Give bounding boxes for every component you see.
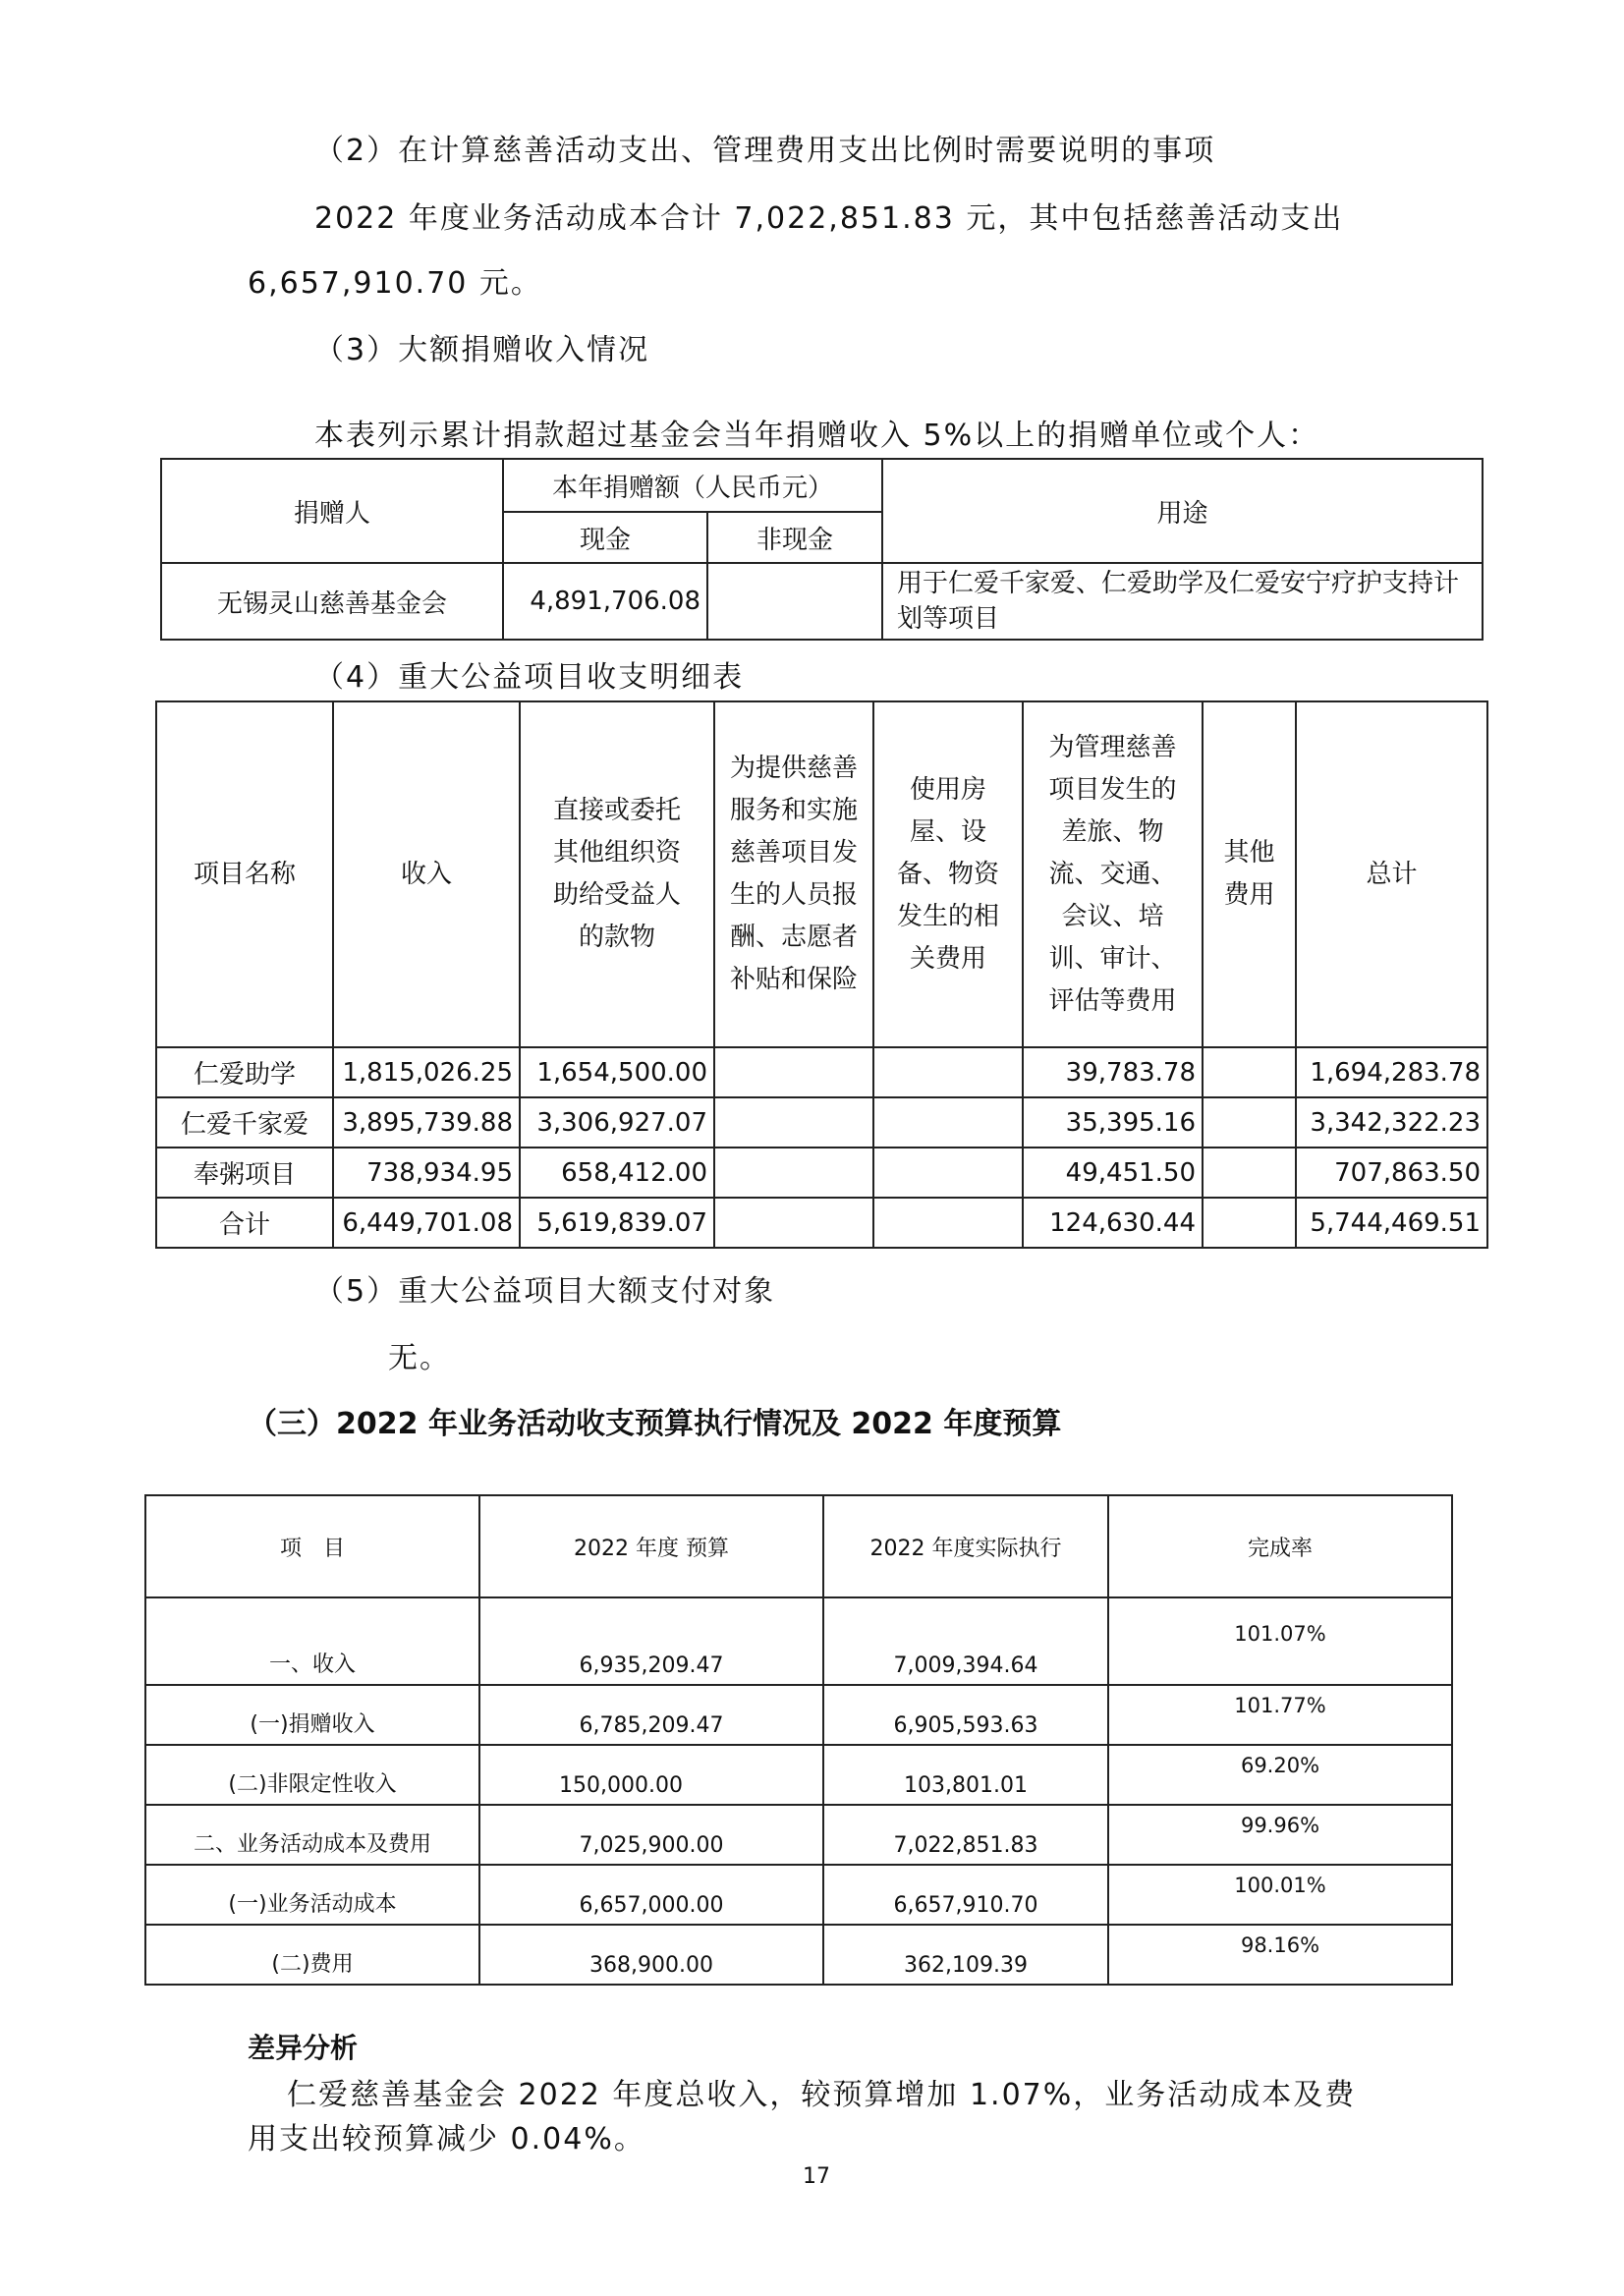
header-actual: 2022 年度实际执行 — [823, 1495, 1108, 1597]
table-row — [156, 1148, 1487, 1198]
section-2-text-line2: 6,657,910.70 元。 — [248, 266, 542, 301]
header-facility-cost: 使用房屋、设备、物资发生的相关费用 — [873, 701, 1023, 1047]
budget-value: 368,900.00 — [479, 1925, 823, 1985]
table-row — [156, 1047, 1487, 1097]
project-income: 738,934.95 — [333, 1148, 520, 1198]
project-other — [1203, 1047, 1296, 1097]
project-staff — [714, 1047, 873, 1097]
project-name: 奉粥项目 — [156, 1148, 333, 1198]
donor-name: 无锡灵山慈善基金会 — [161, 563, 503, 640]
project-income: 3,895,739.88 — [333, 1097, 520, 1148]
project-mgmt: 39,783.78 — [1023, 1047, 1203, 1097]
project-income: 6,449,701.08 — [333, 1198, 520, 1248]
table-row — [145, 1925, 1452, 1985]
header-project-name: 项目名称 — [156, 701, 333, 1047]
budget-item: (一)业务活动成本 — [145, 1865, 479, 1925]
project-other — [1203, 1198, 1296, 1248]
budget-item: (二)费用 — [145, 1925, 479, 1985]
project-name: 仁爱助学 — [156, 1047, 333, 1097]
completion-rate: 98.16% — [1240, 1933, 1320, 1957]
header-management-cost: 为管理慈善项目发生的差旅、物流、交通、会议、培训、审计、评估等费用 — [1023, 701, 1203, 1047]
project-name: 合计 — [156, 1198, 333, 1248]
budget-value: 6,657,000.00 — [479, 1865, 823, 1925]
section-3-heading: （3）大额捐赠收入情况 — [314, 333, 650, 367]
table-row — [145, 1865, 1452, 1925]
completion-rate: 99.96% — [1240, 1814, 1320, 1837]
budget-value: 150,000.00 — [479, 1745, 823, 1805]
section-4-heading: （4）重大公益项目收支明细表 — [314, 660, 745, 695]
header-amount: 本年捐赠额（人民币元） — [503, 459, 882, 512]
project-mgmt: 35,395.16 — [1023, 1097, 1203, 1148]
header-staff-cost: 为提供慈善服务和实施慈善项目发生的人员报酬、志愿者补贴和保险 — [714, 701, 873, 1047]
donation-table — [160, 458, 1484, 641]
actual-value: 7,009,394.64 — [823, 1597, 1108, 1685]
completion-rate: 101.77% — [1234, 1694, 1326, 1717]
actual-value: 362,109.39 — [823, 1925, 1108, 1985]
section-3-intro: 本表列示累计捐款超过基金会当年捐赠收入 5%以上的捐赠单位或个人： — [314, 419, 1320, 453]
project-direct: 658,412.00 — [520, 1148, 714, 1198]
section-5-heading: （5）重大公益项目大额支付对象 — [314, 1274, 776, 1309]
table-row — [161, 563, 1483, 640]
header-income: 收入 — [333, 701, 520, 1047]
project-income: 1,815,026.25 — [333, 1047, 520, 1097]
project-mgmt: 49,451.50 — [1023, 1148, 1203, 1198]
analysis-line1: 仁爱慈善基金会 2022 年度总收入，较预算增加 1.07%，业务活动成本及费 — [287, 2078, 1357, 2112]
project-total: 1,694,283.78 — [1296, 1047, 1487, 1097]
header-total: 总计 — [1296, 701, 1487, 1047]
project-total: 3,342,322.23 — [1296, 1097, 1487, 1148]
budget-value: 7,025,900.00 — [479, 1805, 823, 1865]
table-row — [145, 1685, 1452, 1745]
donor-cash: 4,891,706.08 — [503, 563, 707, 640]
analysis-heading: 差异分析 — [248, 2032, 359, 2064]
header-rate: 完成率 — [1108, 1495, 1452, 1597]
header-donor: 捐赠人 — [161, 459, 503, 563]
project-facility — [873, 1198, 1023, 1248]
section-5-text: 无。 — [388, 1341, 451, 1375]
project-total: 707,863.50 — [1296, 1148, 1487, 1198]
header-purpose: 用途 — [882, 459, 1483, 563]
project-direct: 1,654,500.00 — [520, 1047, 714, 1097]
budget-item: 二、业务活动成本及费用 — [145, 1805, 479, 1865]
project-table — [155, 700, 1488, 1249]
budget-item: (一)捐赠收入 — [145, 1685, 479, 1745]
project-total: 5,744,469.51 — [1296, 1198, 1487, 1248]
project-facility — [873, 1097, 1023, 1148]
budget-value: 6,935,209.47 — [479, 1597, 823, 1685]
budget-item: 一、收入 — [145, 1597, 479, 1685]
project-other — [1203, 1148, 1296, 1198]
actual-value: 6,905,593.63 — [823, 1685, 1108, 1745]
table-row — [145, 1597, 1452, 1685]
project-direct: 5,619,839.07 — [520, 1198, 714, 1248]
donor-noncash — [707, 563, 882, 640]
project-staff — [714, 1198, 873, 1248]
project-mgmt: 124,630.44 — [1023, 1198, 1203, 1248]
actual-value: 6,657,910.70 — [823, 1865, 1108, 1925]
page-number: 17 — [803, 2164, 830, 2189]
analysis-line2: 用支出较预算减少 0.04%。 — [248, 2122, 645, 2156]
header-budget: 2022 年度 预算 — [479, 1495, 823, 1597]
section-2-heading: （2）在计算慈善活动支出、管理费用支出比例时需要说明的事项 — [314, 134, 1216, 168]
table-row — [145, 1805, 1452, 1865]
table-row — [156, 1198, 1487, 1248]
project-name: 仁爱千家爱 — [156, 1097, 333, 1148]
donor-purpose: 用于仁爱千家爱、仁爱助学及仁爱安宁疗护支持计划等项目 — [882, 563, 1483, 640]
completion-rate: 100.01% — [1234, 1874, 1326, 1897]
completion-rate: 101.07% — [1234, 1622, 1326, 1646]
table-row — [145, 1745, 1452, 1805]
project-direct: 3,306,927.07 — [520, 1097, 714, 1148]
project-staff — [714, 1097, 873, 1148]
completion-rate: 69.20% — [1240, 1754, 1320, 1777]
project-facility — [873, 1047, 1023, 1097]
header-other-cost: 其他费用 — [1203, 701, 1296, 1047]
section-2-text-line1: 2022 年度业务活动成本合计 7,022,851.83 元，其中包括慈善活动支出 — [314, 201, 1344, 236]
project-other — [1203, 1097, 1296, 1148]
section-three-heading: （三）2022 年业务活动收支预算执行情况及 2022 年度预算 — [248, 1407, 1062, 1441]
project-staff — [714, 1148, 873, 1198]
budget-value: 6,785,209.47 — [479, 1685, 823, 1745]
header-item: 项 目 — [145, 1495, 479, 1597]
actual-value: 7,022,851.83 — [823, 1805, 1108, 1865]
actual-value: 103,801.01 — [823, 1745, 1108, 1805]
header-cash: 现金 — [503, 512, 707, 563]
table-row — [156, 1097, 1487, 1148]
project-facility — [873, 1148, 1023, 1198]
header-noncash: 非现金 — [707, 512, 882, 563]
budget-item: (二)非限定性收入 — [145, 1745, 479, 1805]
budget-table — [144, 1494, 1453, 1986]
header-direct-aid: 直接或委托其他组织资助给受益人的款物 — [520, 701, 714, 1047]
